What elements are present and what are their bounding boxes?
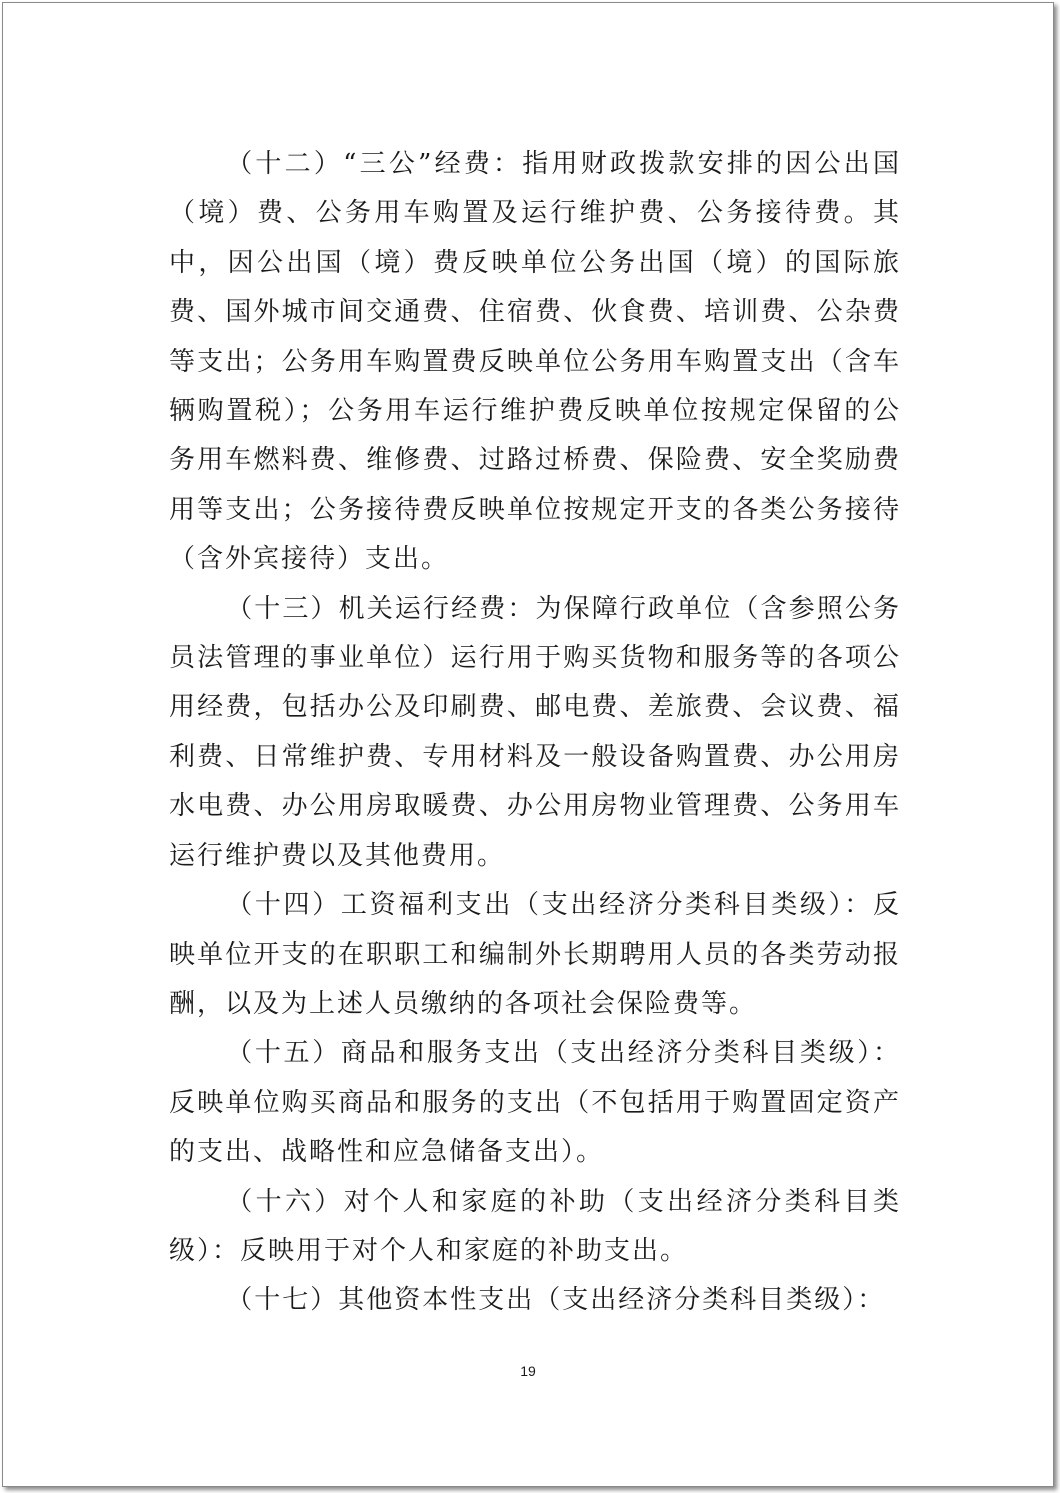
paragraph-sixteen: （十六）对个人和家庭的补助（支出经济分类科目类级）：反映用于对个人和家庭的补助支出。 [169, 1186, 901, 1266]
paragraph-thirteen: （十三）机关运行经费：为保障行政单位（含参照公务员法管理的事业单位）运行用于购买货物和服务等的各项公用经费，包括办公及印刷费、邮电费、差旅费、会议费、福利费、日常维护费、专用材料及一般设备购置费、办公用房水电费、办公用房取暖费、办公用房物业管理费、公务用车运行维护费以及其他费用。 [169, 593, 901, 871]
body-text [169, 140, 901, 1326]
document-page [2, 2, 1054, 1487]
paragraph-fourteen: （十四）工资福利支出（支出经济分类科目类级）：反映单位开支的在职职工和编制外长期聘用人员的各类劳动报酬，以及为上述人员缴纳的各项社会保险费等。 [169, 890, 901, 1019]
paragraph-seventeen: （十七）其他资本性支出（支出经济分类科目类级）： [226, 1285, 886, 1316]
paragraph-fifteen: （十五）商品和服务支出（支出经济分类科目类级）：反映单位购买商品和服务的支出（不包括用于购置固定资产的支出、战略性和应急储备支出）。 [169, 1038, 901, 1168]
paragraph-twelve: （十二）“三公”经费：指用财政拨款安排的因公出国（境）费、公务用车购置及运行维护费、公务接待费。其中，因公出国（境）费反映单位公务出国（境）的国际旅费、国外城市间交通费、住宿费、伙食费、培训费、公杂费等支出；公务用车购置费反映单位公务用车购置支出（含车辆购置税）；公务用车运行维护费反映单位按规定保留的公务用车燃料费、维修费、过路过桥费、保险费、安全奖励费用等支出；公务接待费反映单位按规定开支的各类公务接待（含外宾接待）支出。 [169, 149, 901, 575]
page-number: 19 [520, 1363, 536, 1379]
